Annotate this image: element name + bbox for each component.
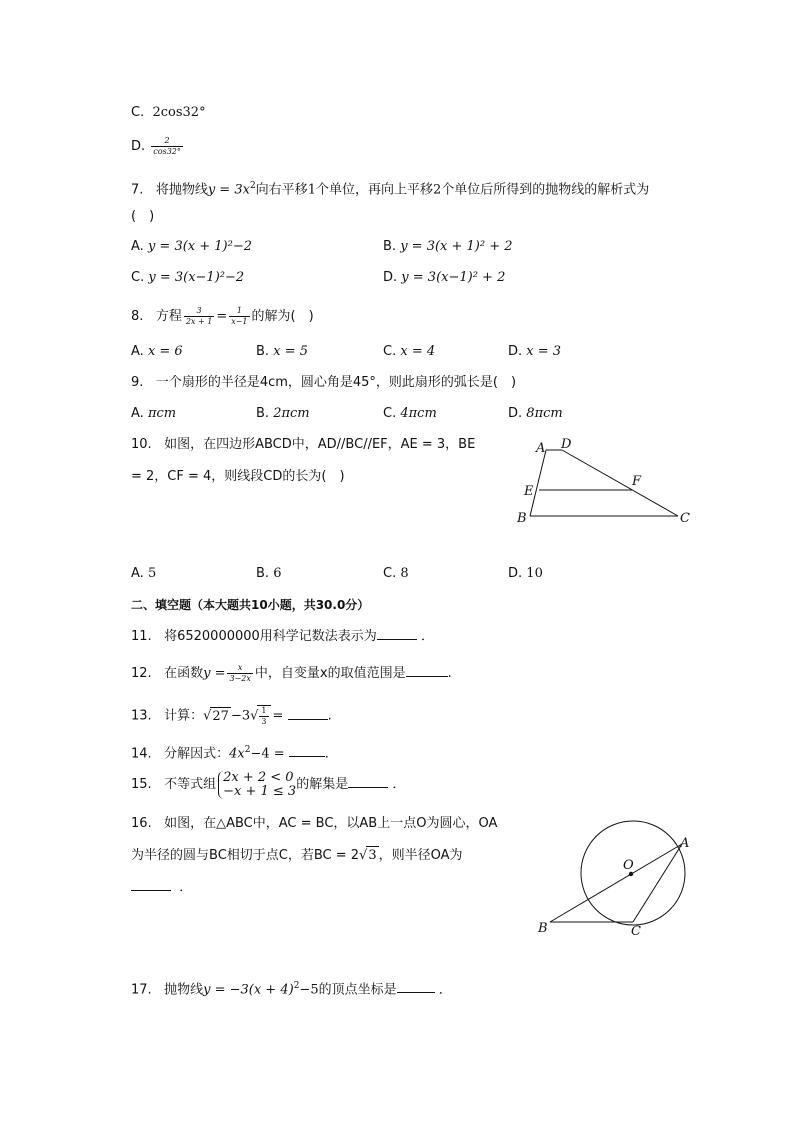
question-text: ，则半径OA为 <box>378 848 463 863</box>
segment-ba <box>550 844 682 922</box>
option-label: C. <box>131 105 145 120</box>
q9-option-a <box>131 405 176 423</box>
q9-option-c <box>383 405 437 423</box>
q7-answer-paren: ( ) <box>131 209 155 224</box>
radicand: 3 <box>368 848 377 863</box>
q14-stem <box>131 741 329 763</box>
question-text: 向右平移 <box>255 182 308 198</box>
question-text: 不等式组 <box>164 777 217 792</box>
fraction-numerator: 1 <box>229 306 249 317</box>
option-label: B. <box>256 344 270 359</box>
option-text: y = 3(x−1)²−2 <box>148 270 245 285</box>
fraction <box>184 306 214 327</box>
answer-blank[interactable] <box>131 878 171 891</box>
answer-blank[interactable] <box>348 775 388 788</box>
q8-option-c <box>383 343 435 361</box>
option-text: 4πcm <box>400 406 437 421</box>
label-b: B <box>538 921 548 936</box>
question-text: 将6520000000用科学记数法表示为 <box>164 629 377 644</box>
question-number: 17. <box>131 982 152 998</box>
punctuation: . <box>327 708 332 724</box>
option-text: x = 6 <box>147 344 183 359</box>
question-text: 计算： <box>164 708 204 724</box>
q16-circle-figure <box>530 812 700 942</box>
fraction <box>227 663 252 684</box>
option-label: A. <box>131 566 144 581</box>
option-label: B. <box>256 566 270 581</box>
number: 2 <box>432 182 442 198</box>
option-text: x = 5 <box>273 344 308 359</box>
question-text: 个单位，再向上平移 <box>315 182 433 198</box>
fraction-numerator: 3 <box>184 306 214 317</box>
q6-option-d <box>131 136 185 157</box>
superscript: 2 <box>249 181 256 191</box>
q7-option-b <box>383 238 513 256</box>
q8-option-b <box>256 343 308 361</box>
option-text: 8πcm <box>526 406 563 421</box>
q7-option-c <box>131 269 244 287</box>
question-text: 为半径的圆与BC相切于点C，若BC = 2 <box>131 848 360 863</box>
label-c: C <box>631 924 641 939</box>
q10-stem-line1 <box>131 436 475 454</box>
label-f: F <box>632 474 642 489</box>
radical-sign: √ <box>359 848 368 863</box>
option-label: C. <box>383 566 397 581</box>
option-text: y = 3(x−1)² + 2 <box>401 270 506 285</box>
option-label: C. <box>383 406 397 421</box>
q10-option-b <box>256 565 281 583</box>
option-label: D. <box>508 344 523 359</box>
question-number: 13. <box>131 708 152 724</box>
option-label: A. <box>131 406 144 421</box>
question-text: 的解集是 <box>296 777 349 792</box>
option-text: 10 <box>526 566 543 581</box>
option-text: 6 <box>273 566 282 581</box>
punctuation: ． <box>438 982 452 998</box>
q15-stem <box>131 770 405 800</box>
question-text: 中，自变量x的取值范围是 <box>254 666 406 681</box>
radical-sign: √ <box>250 708 259 724</box>
fraction-denominator: 3 <box>261 717 267 726</box>
equals-sign: = <box>272 708 284 724</box>
answer-blank[interactable] <box>406 664 448 677</box>
option-label: D. <box>508 406 523 421</box>
q16-stem-line2 <box>131 846 463 865</box>
option-text: x = 3 <box>526 344 562 359</box>
superscript: 2 <box>244 745 251 755</box>
question-number: 14. <box>131 746 152 762</box>
q10-option-d <box>508 565 543 583</box>
question-text: 如图，在四边形ABCD中，AD//BC//EF，AE = 3，BE <box>164 437 476 452</box>
q10-option-a <box>131 565 156 583</box>
q17-stem <box>131 977 452 999</box>
question-text: 的解为( ) <box>251 309 314 324</box>
fraction-denominator: x−1 <box>231 317 248 326</box>
option-label: C. <box>383 344 397 359</box>
q8-stem <box>131 306 314 327</box>
fraction <box>151 136 183 157</box>
label-d: D <box>561 437 572 452</box>
radicand: 27 <box>212 708 229 724</box>
side-dc <box>562 450 678 516</box>
punctuation: ． <box>420 629 434 644</box>
math-expression: y = 3x <box>207 182 250 198</box>
math-expression: −3 <box>230 708 251 724</box>
fraction-denominator: cos32° <box>153 147 181 156</box>
punctuation: ． <box>392 777 406 792</box>
side-ab <box>530 450 546 516</box>
fraction <box>257 705 270 727</box>
math-expression: y = <box>203 666 226 681</box>
math-expression: −4 = <box>250 746 285 762</box>
question-text: 个单位后所得到的抛物线的解析式为 <box>441 182 650 198</box>
option-label: A. <box>131 239 144 254</box>
option-text: 2cos32° <box>152 105 206 120</box>
q8-option-d <box>508 343 561 361</box>
question-number: 11. <box>131 629 152 644</box>
q10-stem-line2: = 2，CF = 4，则线段CD的长为( ) <box>131 469 345 484</box>
option-text: x = 4 <box>400 344 436 359</box>
fraction-numerator: 2 <box>151 136 183 147</box>
punctuation: ． <box>179 880 193 895</box>
option-text: 5 <box>147 566 157 581</box>
answer-blank[interactable] <box>377 627 417 640</box>
label-b: B <box>517 511 527 526</box>
option-label: C. <box>131 270 145 285</box>
q10-option-c <box>383 565 409 583</box>
label-c: C <box>680 511 690 526</box>
option-text: 2πcm <box>273 406 310 421</box>
superscript: 2 <box>293 981 300 991</box>
punctuation: . <box>447 666 452 681</box>
q16-answer-line <box>131 878 192 897</box>
question-text: 抛物线 <box>164 982 204 998</box>
question-text: 将抛物线 <box>155 182 208 198</box>
label-e: E <box>524 484 534 499</box>
option-label: A. <box>131 344 144 359</box>
math-expression: −5 <box>299 982 319 998</box>
fraction-denominator: 3−2x <box>229 674 251 683</box>
question-text: 在函数 <box>164 666 204 681</box>
q16-stem-line1 <box>131 815 497 833</box>
option-label: D. <box>383 270 398 285</box>
math-expression: 4x <box>229 746 245 762</box>
q7-stem <box>131 177 649 199</box>
question-number: 8. <box>131 309 144 324</box>
answer-blank[interactable] <box>397 980 435 993</box>
label-a: A <box>536 441 546 456</box>
label-a: A <box>680 836 690 851</box>
question-number: 16. <box>131 816 152 831</box>
q7-option-a <box>131 238 252 256</box>
equals-sign: = <box>216 309 228 324</box>
fraction-numerator: x <box>227 663 252 674</box>
question-number: 7. <box>131 182 144 198</box>
q11-stem <box>131 627 434 646</box>
option-label: D. <box>508 566 523 581</box>
q12-stem <box>131 663 452 684</box>
option-text: y = 3(x + 1)²−2 <box>147 239 252 254</box>
question-number: 15. <box>131 777 152 792</box>
section-heading: 二、填空题（本大题共10小题，共30.0分） <box>131 598 370 612</box>
label-o: O <box>623 858 634 873</box>
option-label: D. <box>131 139 146 154</box>
fraction-numerator: 1 <box>261 706 267 715</box>
answer-blank[interactable] <box>289 744 325 757</box>
option-text: y = 3(x + 1)² + 2 <box>400 239 513 254</box>
option-text: πcm <box>147 406 177 421</box>
number: 1 <box>307 182 316 198</box>
question-number: 9. <box>131 375 144 390</box>
q6-option-c <box>131 104 206 122</box>
question-text: 如图，在△ABC中，AC = BC，以AB上一点O为圆心，OA <box>164 816 498 831</box>
fraction <box>229 306 249 327</box>
question-text: 分解因式： <box>164 746 230 762</box>
q13-stem <box>131 705 332 727</box>
question-text: 方程 <box>155 309 182 324</box>
q9-option-b <box>256 405 310 423</box>
question-number: 12. <box>131 666 152 681</box>
inequality-row: −x + 1 ≤ 3 <box>223 783 297 799</box>
punctuation: . <box>324 746 329 762</box>
q7-option-d <box>383 269 505 287</box>
option-text: 8 <box>400 566 409 581</box>
math-expression: y = −3(x + 4) <box>203 982 294 998</box>
question-text: 一个扇形的半径是4cm，圆心角是45°，则此扇形的弧长是( ) <box>155 375 517 390</box>
option-label: B. <box>383 239 397 254</box>
question-number: 10. <box>131 437 152 452</box>
fraction-denominator: 2x + 1 <box>185 317 213 326</box>
inequality-system <box>218 771 296 799</box>
answer-blank[interactable] <box>288 707 328 720</box>
option-label: B. <box>256 406 270 421</box>
segment-ac <box>633 844 682 922</box>
q9-option-d <box>508 405 563 423</box>
question-text: 的顶点坐标是 <box>318 982 397 998</box>
q10-trapezoid-figure <box>510 432 700 532</box>
radical-sign: √ <box>203 708 212 724</box>
inequality-row: 2x + 2 < 0 <box>223 769 294 785</box>
q9-stem <box>131 374 516 392</box>
q8-option-a <box>131 343 183 361</box>
